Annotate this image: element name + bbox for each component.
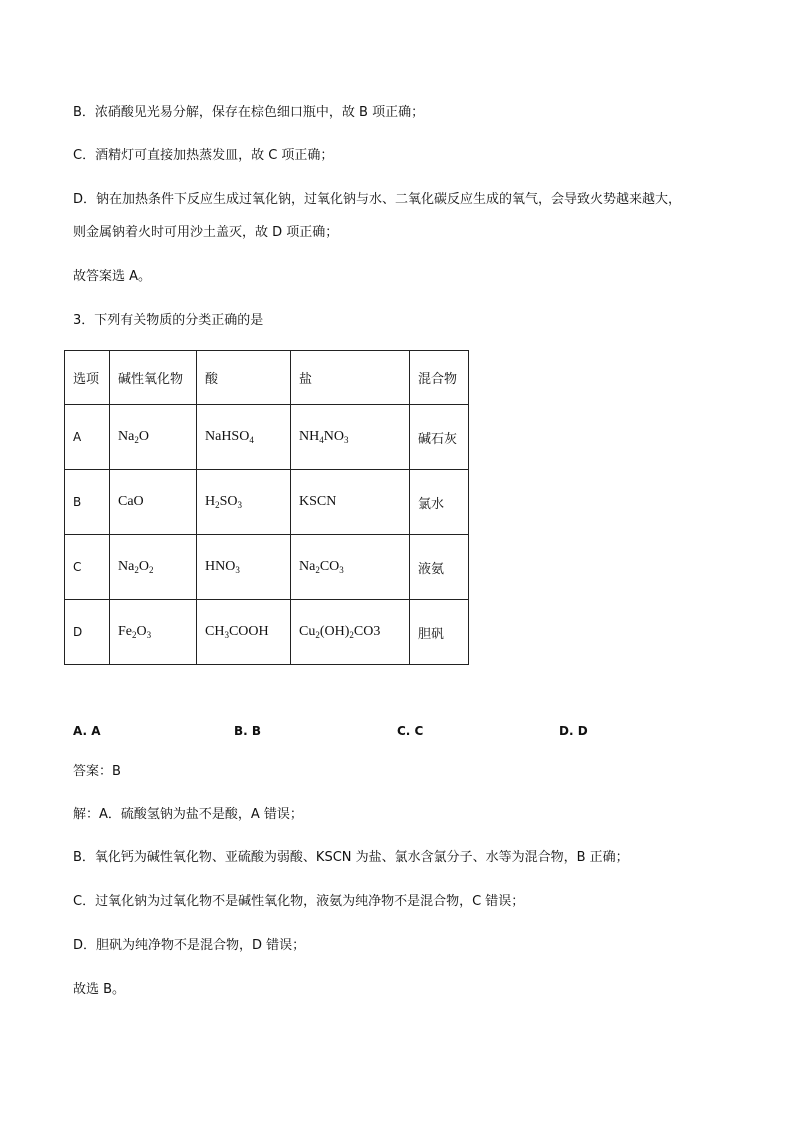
- acid-cell: $H_2SO_3$: [197, 470, 291, 535]
- acid-cell: NaHSO$_4$: [197, 405, 291, 470]
- choice-c: C. C: [397, 724, 424, 738]
- salt-cell: KSCN: [291, 470, 410, 535]
- solution-c: C．过氧化钠为过氧化物不是碱性氧化物，液氨为纯净物不是混合物，C 错误；: [73, 894, 525, 909]
- table-row: [65, 470, 469, 535]
- mixture-cell: 液氨: [410, 535, 469, 600]
- salt-cell: $Cu_2(OH)_2CO3$: [291, 600, 410, 665]
- final-answer: 故选 B。: [73, 982, 126, 997]
- basic-oxide-cell: $Na_2O_2$: [110, 535, 197, 600]
- explanation-conclusion: 故答案选 A。: [73, 269, 152, 284]
- choice-a: A. A: [73, 724, 101, 738]
- option-cell: C: [65, 535, 110, 600]
- option-cell: A: [65, 405, 110, 470]
- answer-label: 答案：B: [73, 764, 121, 779]
- header-acid: 酸: [197, 351, 291, 405]
- header-salt: 盐: [291, 351, 410, 405]
- acid-cell: $HNO_3$: [197, 535, 291, 600]
- basic-oxide-cell: $Fe_2O_3$: [110, 600, 197, 665]
- table-row: [65, 405, 469, 470]
- mixture-cell: 胆矾: [410, 600, 469, 665]
- classification-table: [64, 350, 469, 665]
- option-cell: B: [65, 470, 110, 535]
- explanation-line-d1: D．钠在加热条件下反应生成过氧化钠，过氧化钠与水、二氧化碳反应生成的氧气，会导致火势越来越大，: [73, 192, 682, 207]
- basic-oxide-cell: $Na_2O$: [110, 405, 197, 470]
- question-title: 3．下列有关物质的分类正确的是: [73, 313, 264, 328]
- header-option: 选项: [65, 351, 110, 405]
- solution-a: 解：A．硫酸氢钠为盐不是酸，A 错误；: [73, 807, 303, 822]
- basic-oxide-cell: CaO: [110, 470, 197, 535]
- table-row: [65, 535, 469, 600]
- choice-b: B. B: [234, 724, 262, 738]
- option-cell: D: [65, 600, 110, 665]
- header-mixture: 混合物: [410, 351, 469, 405]
- mixture-cell: 碱石灰: [410, 405, 469, 470]
- salt-cell: $NH_4NO_3$: [291, 405, 410, 470]
- solution-d: D．胆矾为纯净物不是混合物，D 错误；: [73, 938, 306, 953]
- solution-b: B．氧化钙为碱性氧化物、亚硫酸为弱酸、KSCN 为盐、氯水含氯分子、水等为混合物，B 正确；: [73, 850, 629, 865]
- acid-cell: $CH_3COOH$: [197, 600, 291, 665]
- salt-cell: $Na_2CO_3$: [291, 535, 410, 600]
- mixture-cell: 氯水: [410, 470, 469, 535]
- explanation-line-d2: 则金属钠着火时可用沙土盖灭，故 D 项正确；: [73, 225, 339, 240]
- header-basic-oxide: 碱性氧化物: [110, 351, 197, 405]
- table-header-row: [65, 351, 469, 405]
- choice-d: D. D: [559, 724, 588, 738]
- table-row: [65, 600, 469, 665]
- explanation-line-c: C．酒精灯可直接加热蒸发皿，故 C 项正确；: [73, 148, 334, 163]
- explanation-line-b: B．浓硝酸见光易分解，保存在棕色细口瓶中，故 B 项正确；: [73, 105, 425, 120]
